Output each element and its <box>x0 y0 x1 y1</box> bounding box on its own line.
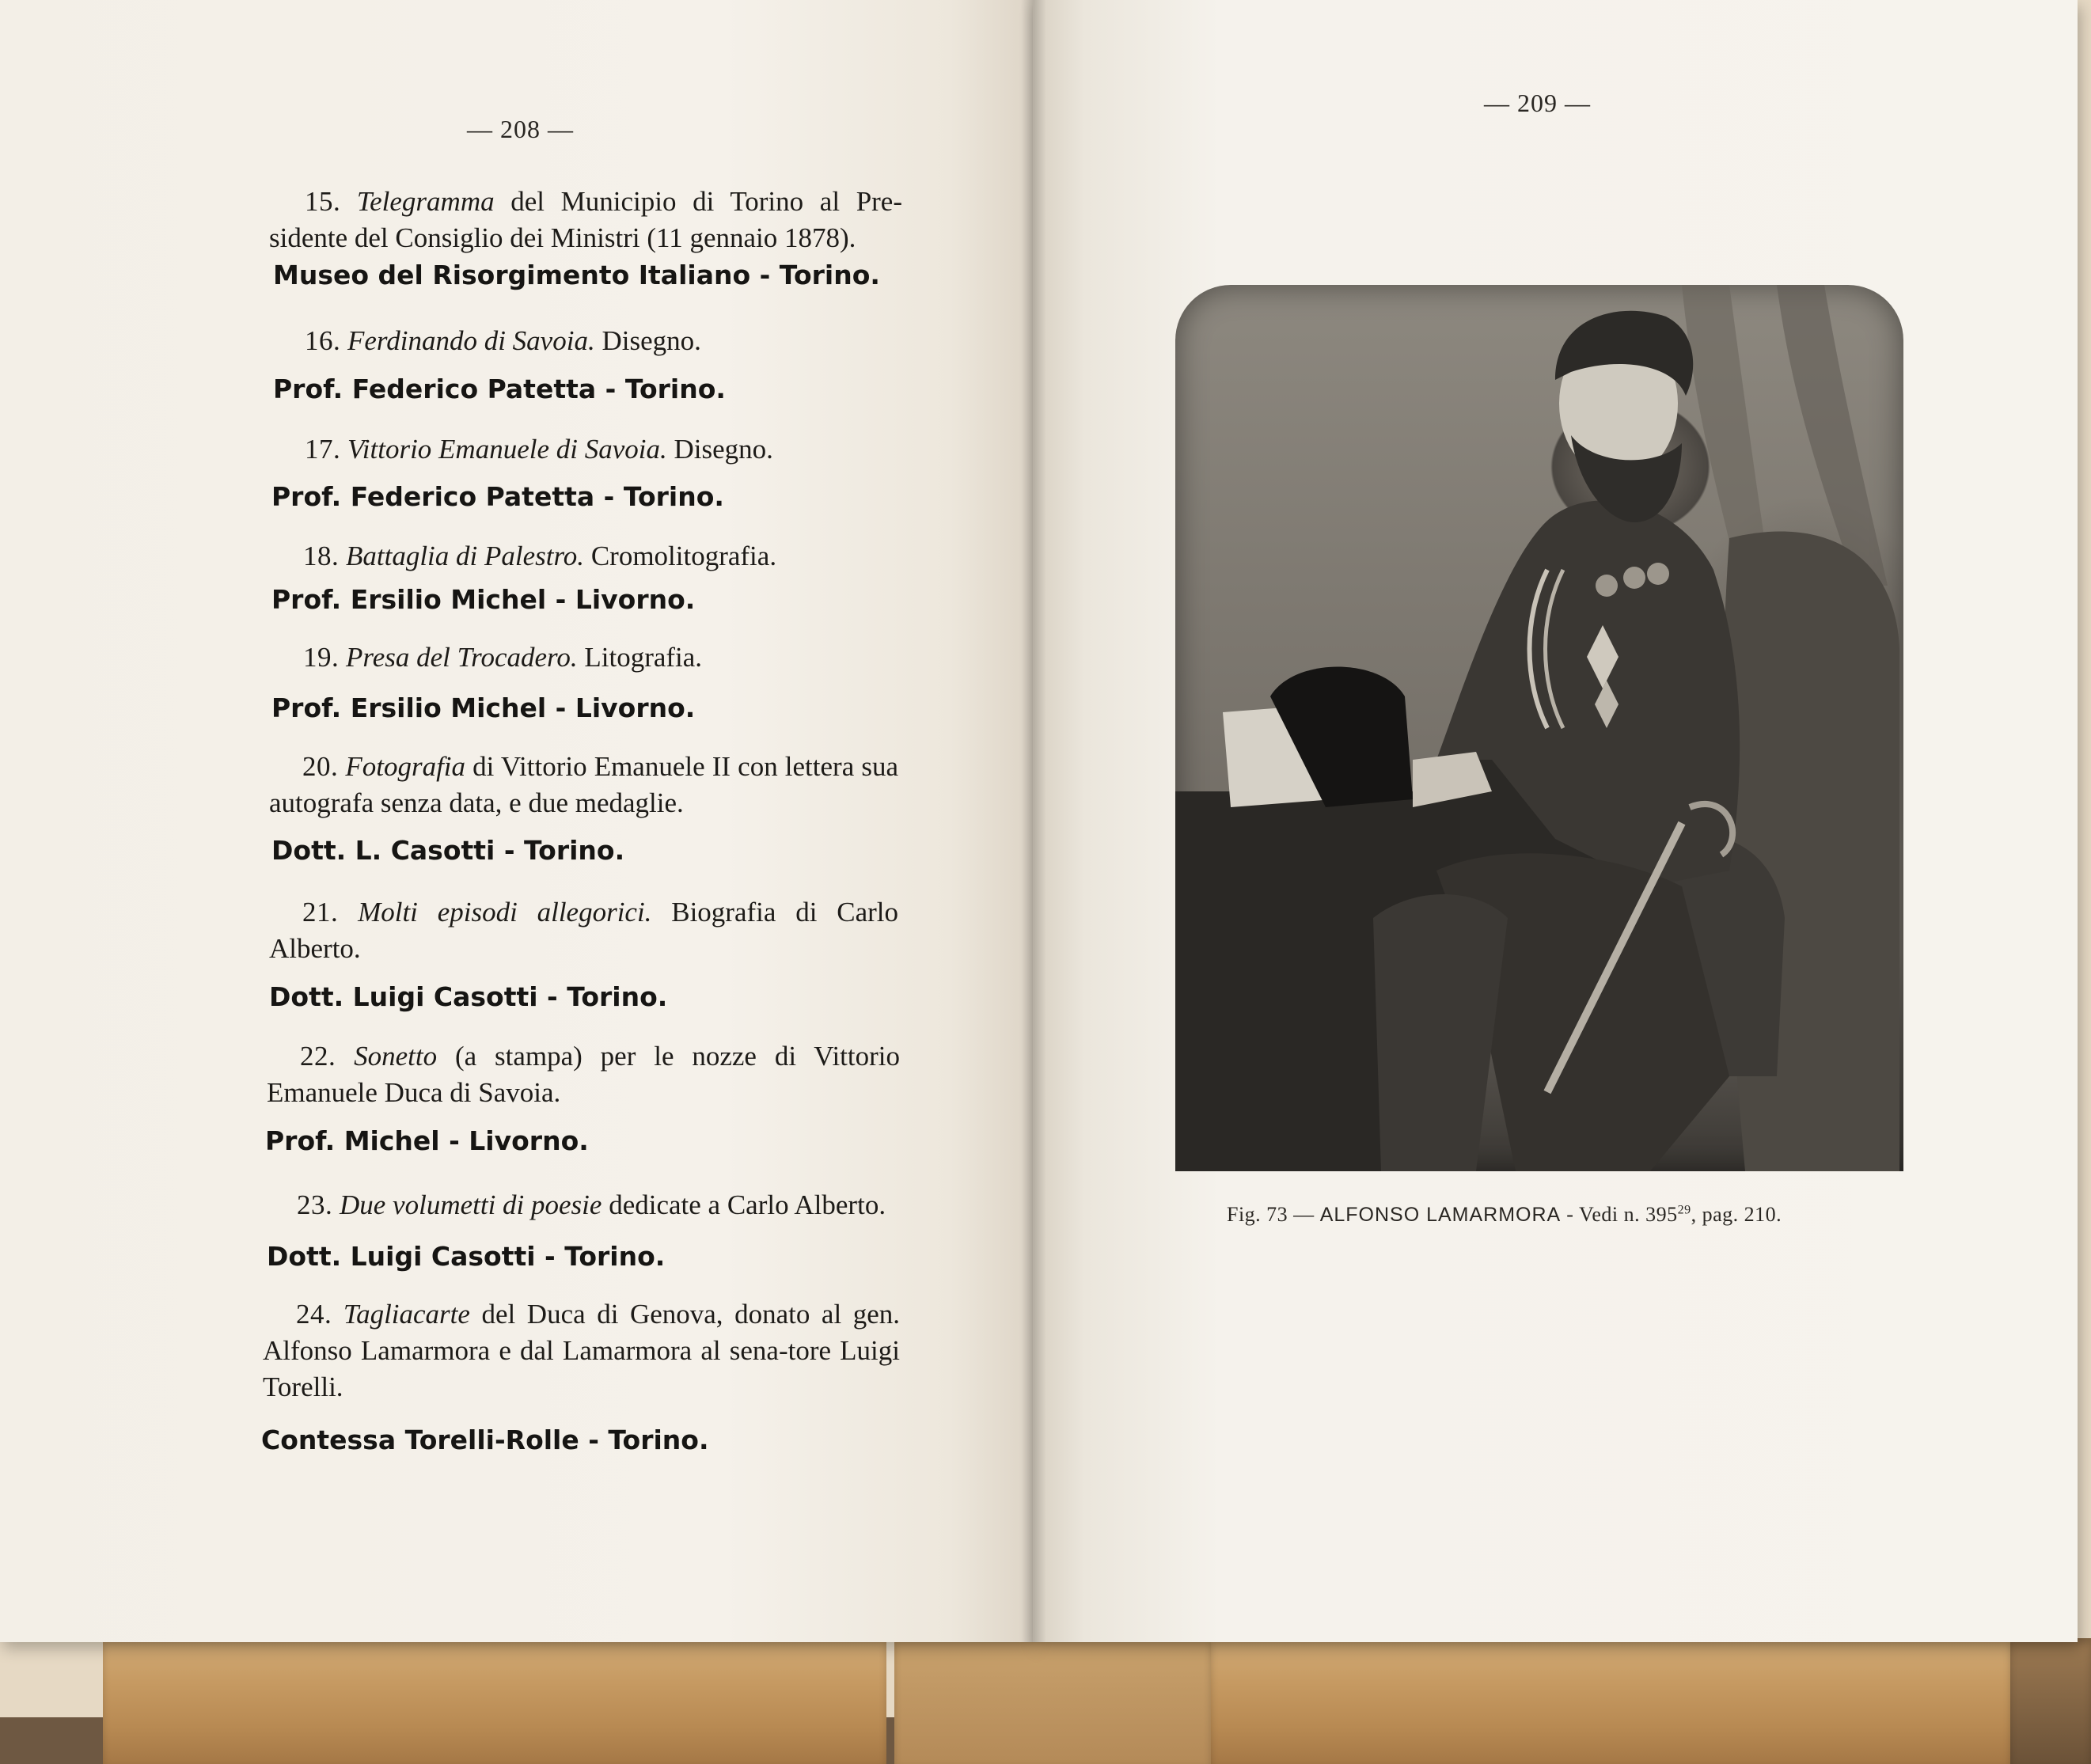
entry-description: di Vittorio Emanuele II con lettera sua autografa senza data, e due medaglie. <box>269 751 898 818</box>
entry-23 <box>297 1187 886 1223</box>
figure-reference: - Vedi n. 395 <box>1566 1203 1678 1226</box>
entry-title: Fotografia <box>345 751 466 782</box>
entry-owner: Dott. L. Casotti - Torino. <box>271 835 625 866</box>
entry-description: (a stampa) per le nozze di Vittorio Emanuele Duca di Savoia. <box>267 1041 901 1108</box>
entry-16 <box>305 323 701 359</box>
wooden-stand-middle <box>894 1638 1211 1764</box>
entry-22 <box>267 1038 900 1111</box>
page-number-right: — 209 — <box>1484 89 1591 117</box>
entry-owner: Contessa Torelli-Rolle - Torino. <box>261 1424 709 1455</box>
figure-caption <box>1227 1203 1782 1227</box>
entry-title: Ferdinando di Savoia. <box>347 325 595 356</box>
entry-title: Tagliacarte <box>343 1299 470 1330</box>
entry-description: Disegno. <box>594 325 701 356</box>
entry-number: 21. <box>302 897 339 928</box>
entry-title: Telegramma <box>356 186 495 217</box>
entry-number: 16. <box>305 325 341 356</box>
entry-20 <box>269 749 898 821</box>
entry-owner: Prof. Federico Patetta - Torino. <box>273 374 726 404</box>
entry-description: del Duca di Genova, donato al gen. Alfonso Lamarmora e dal Lamarmora al sena-tore Luigi Torelli. <box>263 1299 901 1402</box>
figure-page-reference: , pag. 210. <box>1691 1203 1782 1226</box>
entry-number: 19. <box>303 642 340 673</box>
entry-description: del Municipio di Torino al Pre-sidente del Consiglio dei Ministri (11 gennaio 1878). <box>269 186 903 253</box>
entry-title: Vittorio Emanuele di Savoia. <box>347 434 667 465</box>
entry-number: 24. <box>296 1299 332 1330</box>
book-spine <box>1021 0 1046 1642</box>
entry-title: Sonetto <box>354 1041 438 1072</box>
entry-title: Molti episodi allegorici. <box>358 897 652 928</box>
wooden-stand-right <box>1211 1638 2010 1764</box>
entry-owner: Prof. Federico Patetta - Torino. <box>271 481 724 512</box>
entry-title: Presa del Trocadero. <box>346 642 578 673</box>
entry-owner: Prof. Ersilio Michel - Livorno. <box>271 692 696 723</box>
wooden-stand-edge <box>2010 1638 2091 1764</box>
entry-18 <box>303 538 776 575</box>
figure-subject: ALFONSO LAMARMORA <box>1319 1204 1562 1226</box>
entry-title: Battaglia di Palestro. <box>346 541 585 571</box>
entry-17 <box>305 431 773 468</box>
entry-number: 23. <box>297 1189 333 1220</box>
entry-description: Biografia di Carlo Alberto. <box>269 897 898 964</box>
portrait-illustration <box>1175 285 1903 1171</box>
entry-owner: Dott. Luigi Casotti - Torino. <box>269 981 668 1012</box>
entry-number: 22. <box>300 1041 336 1072</box>
entry-owner: Prof. Michel - Livorno. <box>265 1125 589 1156</box>
entry-number: 20. <box>302 751 339 782</box>
wooden-stand-left <box>103 1638 886 1764</box>
entry-description: Disegno. <box>666 434 773 465</box>
entry-description: Cromolitografia. <box>584 541 777 571</box>
entry-15 <box>269 184 902 256</box>
entry-24 <box>263 1296 900 1406</box>
entry-description: dedicate a Carlo Alberto. <box>601 1189 886 1220</box>
entry-21 <box>269 894 898 967</box>
entry-19 <box>303 639 702 676</box>
entry-description: Litografia. <box>577 642 703 673</box>
portrait-photograph <box>1175 285 1903 1171</box>
entry-owner: Dott. Luigi Casotti - Torino. <box>267 1241 666 1272</box>
figure-reference-note: 29 <box>1677 1203 1691 1217</box>
entry-number: 17. <box>305 434 341 465</box>
figure-label: Fig. 73 — <box>1227 1203 1315 1226</box>
entry-number: 15. <box>305 186 341 217</box>
entry-number: 18. <box>303 541 340 571</box>
entry-owner: Prof. Ersilio Michel - Livorno. <box>271 584 696 615</box>
page-number-left: — 208 — <box>467 115 574 143</box>
entry-title: Due volumetti di poesie <box>340 1189 602 1220</box>
entry-owner: Museo del Risorgimento Italiano - Torino. <box>273 260 880 290</box>
